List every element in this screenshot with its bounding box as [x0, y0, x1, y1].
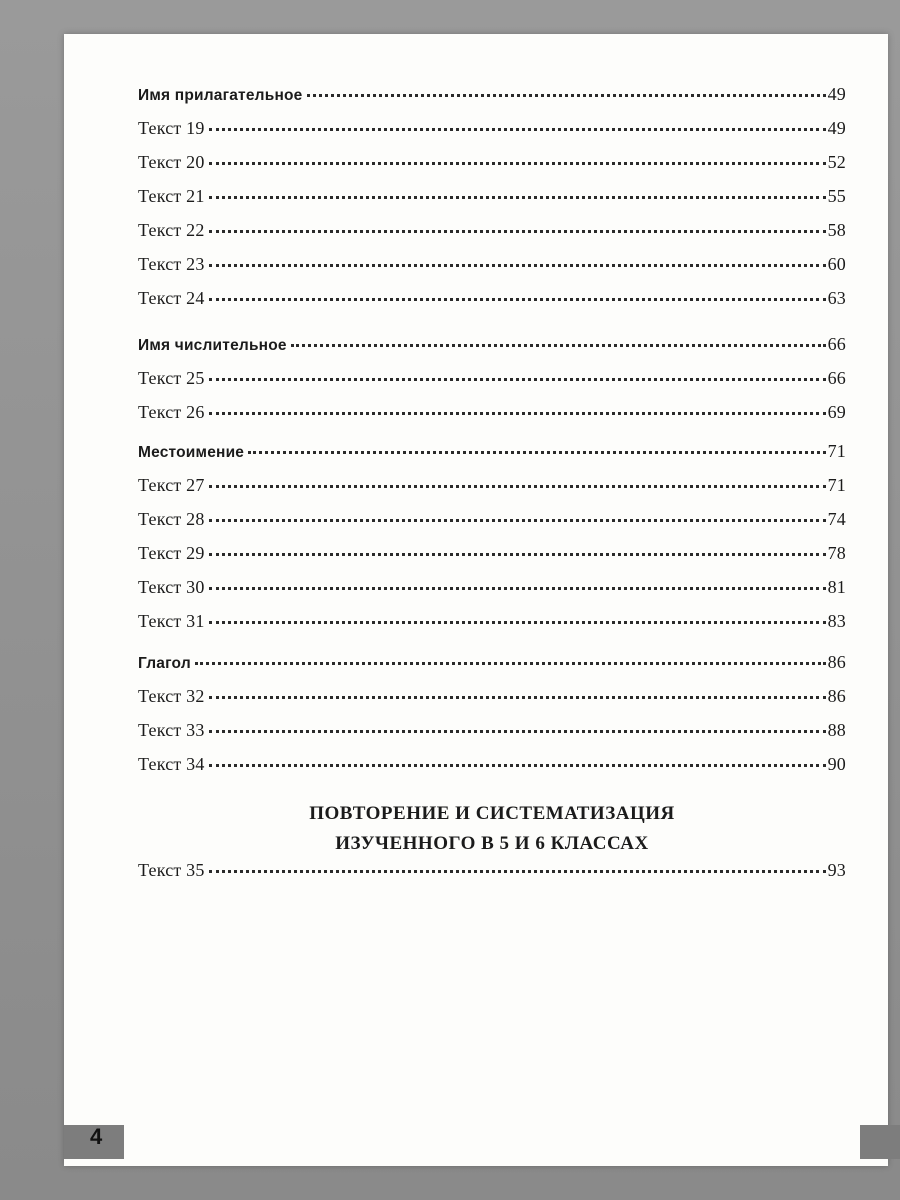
- dot-leader: [209, 617, 826, 624]
- toc-entry-page: 78: [827, 543, 846, 563]
- toc-entry-page: 52: [827, 152, 846, 172]
- page-number: 4: [90, 1124, 103, 1149]
- toc-entry-label: Текст 28: [138, 509, 205, 529]
- dot-leader: [195, 658, 826, 665]
- dot-leader: [209, 260, 826, 267]
- toc-entry-page: 49: [827, 118, 846, 138]
- toc-entry-label: Текст 23: [138, 254, 205, 274]
- toc-section-entry: [138, 652, 846, 678]
- dot-leader: [209, 226, 826, 233]
- toc-entry-label: Имя числительное: [138, 337, 287, 354]
- toc-entry-page: 90: [827, 754, 846, 774]
- toc-entry: [138, 186, 846, 212]
- toc-entry: [138, 686, 846, 712]
- toc-section-entry: [138, 334, 846, 360]
- toc-entry: [138, 152, 846, 178]
- toc-entry: [138, 118, 846, 144]
- toc-entry-page: 55: [827, 186, 846, 206]
- toc-entry-label: Текст 31: [138, 611, 205, 631]
- toc-entry: [138, 254, 846, 280]
- toc-entry-label: Текст 34: [138, 754, 205, 774]
- toc-section-entry: [138, 84, 846, 110]
- dot-leader: [248, 447, 825, 454]
- dot-leader: [209, 124, 826, 131]
- dot-leader: [209, 158, 826, 165]
- section-heading-line-1: ПОВТОРЕНИЕ И СИСТЕМАТИЗАЦИЯ: [309, 803, 675, 824]
- toc-entry-page: 66: [827, 334, 846, 354]
- toc-entry-label: Глагол: [138, 655, 191, 672]
- toc-entry-label: Текст 27: [138, 475, 205, 495]
- dot-leader: [209, 294, 826, 301]
- toc-entry: [138, 754, 846, 780]
- toc-entry: [138, 368, 846, 394]
- dot-leader: [209, 692, 826, 699]
- toc-entry: [138, 220, 846, 246]
- toc-entry: [138, 288, 846, 314]
- dot-leader: [209, 374, 826, 381]
- toc-entry-label: Текст 26: [138, 402, 205, 422]
- toc-entry-label: Текст 20: [138, 152, 205, 172]
- dot-leader: [209, 549, 826, 556]
- toc-entry: [138, 402, 846, 428]
- toc-entry-label: Текст 33: [138, 720, 205, 740]
- toc-entry-page: 69: [827, 402, 846, 422]
- toc-entry-page: 66: [827, 368, 846, 388]
- toc-entry-page: 86: [827, 652, 846, 672]
- dot-leader: [291, 340, 826, 347]
- toc-entry-label: Текст 21: [138, 186, 205, 206]
- toc-entry-label: Местоимение: [138, 444, 245, 461]
- toc-entry-page: 63: [827, 288, 846, 308]
- toc-entry-page: 60: [827, 254, 846, 274]
- toc-entry-page: 71: [827, 475, 846, 495]
- dot-leader: [209, 726, 826, 733]
- toc-entry-label: Текст 30: [138, 577, 205, 597]
- toc-entry: [138, 543, 846, 569]
- toc-entry-page: 58: [827, 220, 846, 240]
- toc-entry-page: 71: [827, 441, 846, 461]
- toc-entry-label: Текст 32: [138, 686, 205, 706]
- dot-leader: [209, 481, 826, 488]
- toc-entry-page: 49: [827, 84, 846, 104]
- toc-entry: [138, 611, 846, 637]
- toc-entry: [138, 860, 846, 886]
- dot-leader: [209, 408, 826, 415]
- toc-section-entry: [138, 441, 846, 467]
- toc-entry-label: Текст 22: [138, 220, 205, 240]
- toc-entry: [138, 509, 846, 535]
- toc-entry-page: 74: [827, 509, 846, 529]
- toc-entry-page: 86: [827, 686, 846, 706]
- dot-leader: [209, 192, 826, 199]
- toc-entry-page: 93: [827, 860, 846, 880]
- dot-leader: [209, 866, 826, 873]
- toc-entry-label: Текст 29: [138, 543, 205, 563]
- toc-entry-label: Имя прилагательное: [138, 87, 303, 104]
- toc-entry-page: 81: [827, 577, 846, 597]
- footer-band-right: [860, 1125, 900, 1159]
- toc-entry-page: 83: [827, 611, 846, 631]
- dot-leader: [209, 583, 826, 590]
- toc-entry-page: 88: [827, 720, 846, 740]
- dot-leader: [209, 515, 826, 522]
- toc-entry: [138, 720, 846, 746]
- toc-entry-label: Текст 24: [138, 288, 205, 308]
- toc-entry: [138, 577, 846, 603]
- toc-entry-label: Текст 35: [138, 860, 205, 880]
- dot-leader: [209, 760, 826, 767]
- toc-entry-label: Текст 25: [138, 368, 205, 388]
- dot-leader: [307, 90, 826, 97]
- toc-entry: [138, 475, 846, 501]
- section-heading-line-2: ИЗУЧЕННОГО В 5 И 6 КЛАССАХ: [335, 833, 649, 854]
- toc-entry-label: Текст 19: [138, 118, 205, 138]
